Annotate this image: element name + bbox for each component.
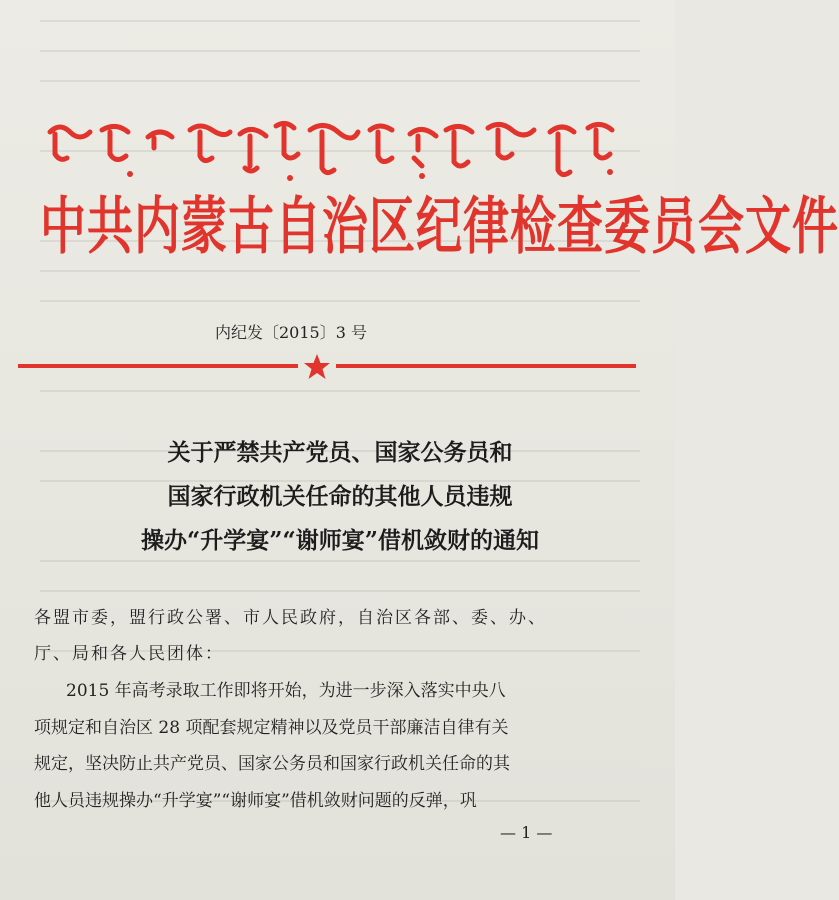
red-star-icon — [302, 352, 332, 382]
notice-title-line-2: 国家行政机关任命的其他人员违规 — [167, 483, 513, 510]
issuing-authority-title: 中共内蒙古自治区纪律检查委员会文件 — [40, 189, 839, 263]
body-text-line: 项规定和自治区 28 项配套规定精神以及党员干部廉洁自律有关 — [34, 718, 509, 738]
body-text-line: 2015 年高考录取工作即将开始，为进一步深入落实中央八 — [66, 681, 506, 701]
document-number: 内纪发〔2015〕3 号 — [215, 323, 367, 342]
red-rule-left — [18, 364, 298, 368]
notice-title-line-1: 关于严禁共产党员、国家公务员和 — [167, 439, 513, 466]
notice-title-line-3: 操办“升学宴”“谢师宴”借机敛财的通知 — [141, 527, 539, 554]
page-number: — 1 — — [500, 823, 553, 842]
body-text-line: 他人员违规操办“升学宴”“谢师宴”借机敛财问题的反弹，巩 — [34, 791, 477, 811]
body-text-line: 厅、局和各人民团体： — [34, 644, 224, 664]
body-text-line: 各盟市委，盟行政公署、市人民政府，自治区各部、委、办、 — [34, 608, 547, 628]
red-rule-right — [336, 364, 636, 368]
body-text-line: 规定，坚决防止共产党员、国家公务员和国家行政机关任命的其 — [34, 754, 510, 774]
